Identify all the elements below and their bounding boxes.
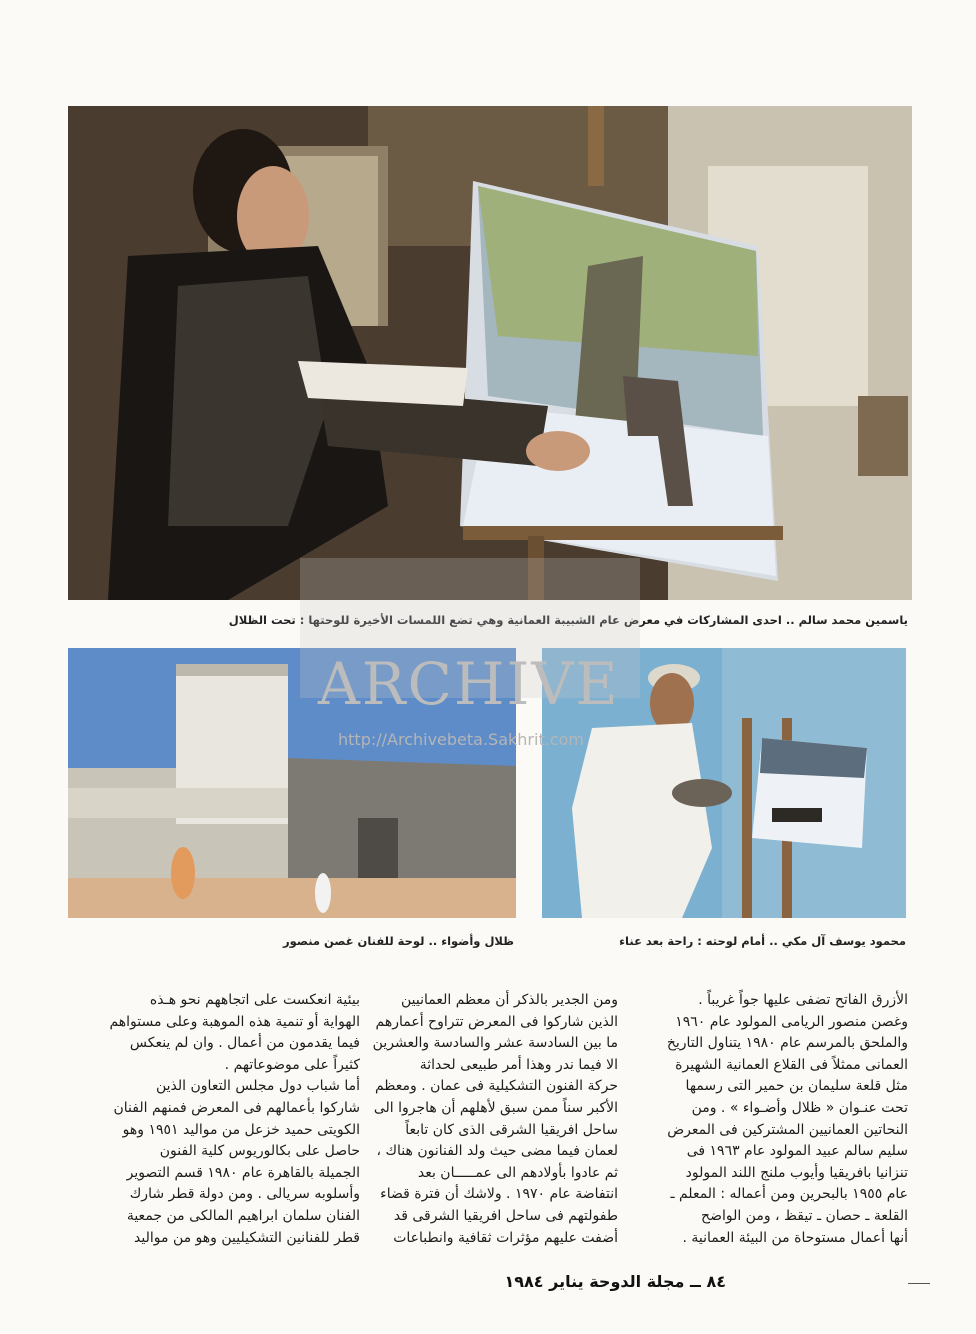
paragraph-line: القلعة ـ حصان ـ تيقظ ، ومن الواضح [701,1207,908,1224]
top-photo [68,106,912,600]
paragraph-line: الفنان سلمان ابراهيم المالكى من جمعية [126,1207,360,1224]
paragraph-line: ثم عادوا بأولادهم الى عمـــــان بعد [417,1164,618,1181]
paragraph-line: أضفت عليهم مؤثرات ثقافية وانطباعات [393,1229,618,1246]
paragraph-line: مثل قلعة سليمان بن حمير التى رسمها [685,1078,908,1095]
paragraph-line: طفولتهم فى ساحل افريقيا الشرقى قد [393,1207,618,1224]
paragraph-line: النحاتين العمانيين المشتركين فى المعرض [667,1121,908,1138]
paragraph-line: الجميلة بالقاهرة عام ١٩٨٠ قسم التصوير [126,1164,360,1181]
paragraph-line: شاركوا بأعمالهم فى المعرض فمنهم الفنان [113,1099,360,1116]
paragraph-line: الأكبر سناً ممن سبق لأهلهم أن هاجروا الى [373,1099,618,1116]
paragraph-line: الذين شاركوا فى المعرض تتراوح أعمارهم [375,1013,618,1030]
paragraph-line: حاصل على بكالوريوس كلية الفنون [159,1143,360,1160]
watermark-url: http://Archivebeta.Sakhrit.com [338,730,584,749]
paragraph-line: سليم سالم عبيد المولود عام ١٩٦٣ فى [686,1143,908,1160]
paragraph-line: لعمان فيما مضى حيث ولد الفنانون هناك ، [376,1143,618,1160]
paragraph-line: ساحل افريقيا الشرقى الذى كان تابعاً [405,1121,618,1138]
paragraph-line: قطر للفنانين التشكيليين وهو من مواليد [134,1229,360,1246]
paragraph-line: بيئية انعكست على اتجاههم نحو هـذه [149,992,360,1008]
paragraph-line: الكويتى حميد خزعل من مواليد ١٩٥١ وهو [122,1121,360,1138]
paragraph-line: الهواية أو تنمية هذه الموهبة وعلى مستواهم [109,1013,360,1030]
paragraph-line: ما بين السادسة عشر والسادسة والعشرين [372,1035,618,1052]
paragraph-line: أما شباب دول مجلس التعاون الذين [156,1078,360,1095]
paragraph-line: أنها أعمال مستوحاة من البيئة العمانية . [682,1229,908,1246]
footer-magazine: مجلة الدوحة [589,1272,685,1291]
paragraph-line: ومن الجدير بالذكر أن معظم العمانيين [401,992,618,1008]
footer-page-number: ٨٤ [706,1272,726,1291]
paragraph-line: عام ١٩٥٥ بالبحرين ومن أعماله : المعلم ـ [670,1186,908,1203]
painter-woman-image [68,106,912,600]
paragraph-line: وأسلوبه سريالى . ومن دولة قطر شارك [129,1186,360,1203]
footer-rule-right [908,1283,930,1284]
column-left [78,990,360,1249]
paragraph-line: حركة الفنون التشكيلية فى عمان . ومعظم [374,1078,618,1095]
paragraph-line: فيما يقدمون من أعمال . وان لم ينعكس [129,1035,360,1052]
paragraph-line: الا فيما ندر وهذا أمر طبيعى لحداثة [419,1056,618,1073]
paragraph-line: والملحق بالمرسم عام ١٩٨٠ يتناول التاريخ [666,1035,908,1052]
top-photo-caption: ياسمين محمد سالم .. احدى المشاركات في معرض عام الشبيبة العمانية وهي تضع اللمسات الأخيرة للوحتها : تحت الظلال [228,613,908,627]
column-middle [370,990,618,1249]
footer-separator: ــ [684,1272,701,1291]
paragraph-line: تنزانيا بافريقيا وأيوب ملنج اللند المولود [685,1164,908,1181]
column-right [630,990,908,1249]
paragraph-line: كثيراً على موضوعاتهم . [224,1056,360,1073]
paragraph-line: انتفاضة عام ١٩٧٠ . ولاشك أن فترة قضاء [380,1186,618,1203]
page-footer [505,1272,727,1291]
paragraph-line: العمانى ممثلاً فى القلاع العمانية الشهيرة [675,1056,908,1073]
watermark-title: ARCHIVE [318,650,620,718]
paragraph-line: وغصن منصور الريامى المولود عام ١٩٦٠ [675,1013,908,1030]
paragraph-line: الأزرق الفاتح تضفى عليها جواً غريباً . [698,992,908,1008]
footer-issue: يناير ١٩٨٤ [504,1272,584,1291]
bottom-left-caption: ظلال وأضواء .. لوحة للفنان غصن منصور [283,934,514,948]
bottom-right-caption: محمود يوسف آل مكي .. أمام لوحته : راحة بعد عناء [619,934,906,948]
paragraph-line: تحت عنـوان « ظلال وأضـواء » . ومن [691,1099,908,1116]
